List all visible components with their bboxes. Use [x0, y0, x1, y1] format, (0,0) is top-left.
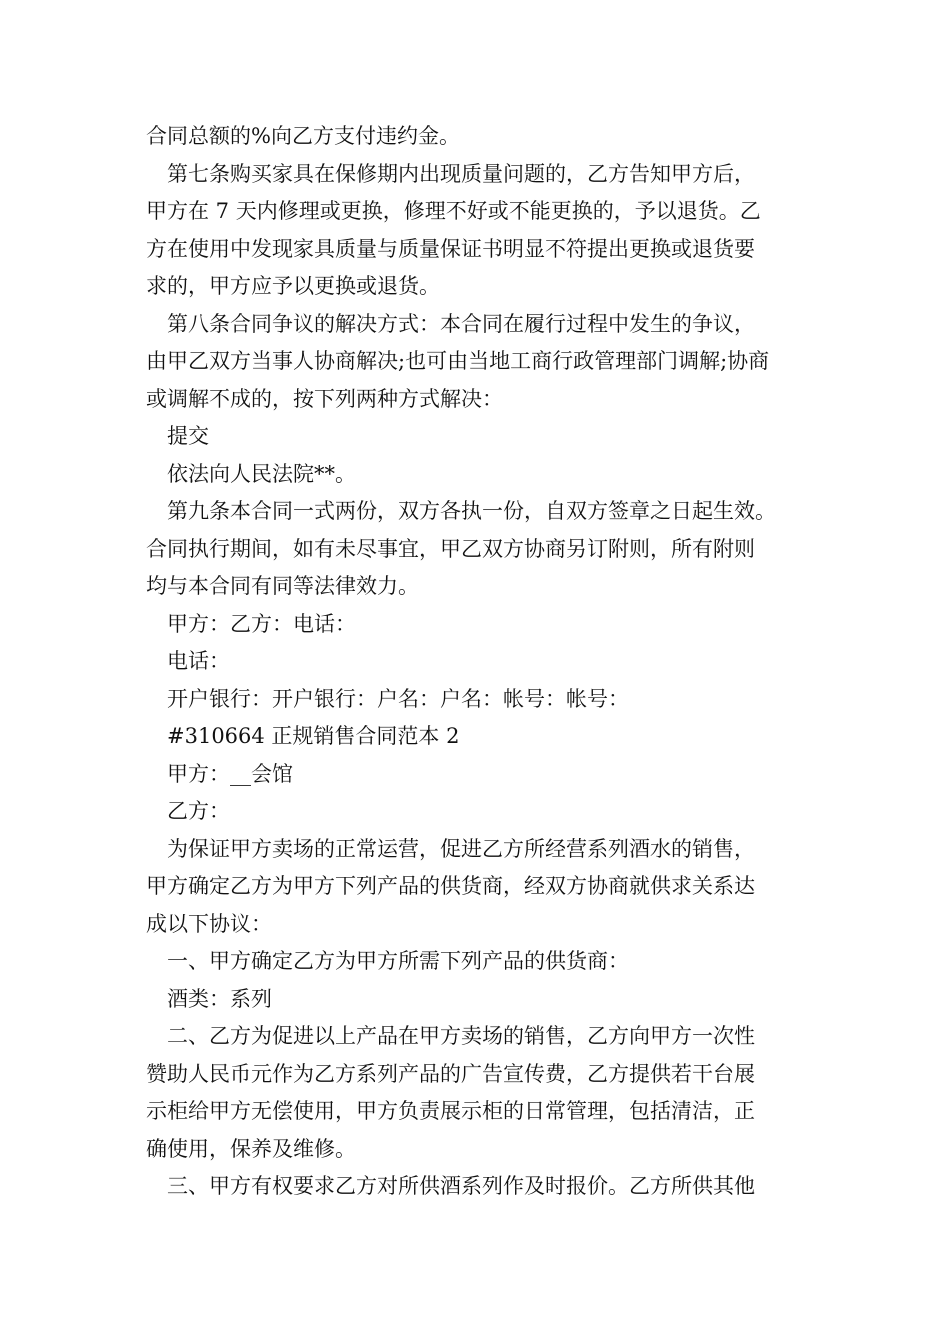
text-line: 甲方：乙方：电话： [167, 611, 356, 636]
text-line: 第九条本合同一式两份，双方各执一份，自双方签章之日起生效。 [167, 499, 776, 523]
document-body [146, 118, 818, 1206]
text-line: 合同执行期间，如有未尽事宜，甲乙双方协商另订附则，所有附则 [146, 536, 755, 561]
text-line: 赞助人民币元作为乙方系列产品的广告宣传费，乙方提供若干台展 [146, 1061, 755, 1086]
text-line: 甲方确定乙方为甲方下列产品的供货商，经双方协商就供求关系达 [146, 874, 755, 898]
text-line: 示柜给甲方无偿使用，甲方负责展示柜的日常管理，包括清洁，正 [146, 1099, 755, 1123]
text-line: 甲方：__会馆 [167, 761, 293, 786]
text-line: 乙方： [167, 799, 230, 823]
text-line: 方在使用中发现家具质量与质量保证书明显不符提出更换或退货要 [146, 236, 755, 261]
text-line: 第七条购买家具在保修期内出现质量问题的，乙方告知甲方后， [167, 161, 755, 186]
text-line: #310664 正规销售合同范本 2 [167, 724, 460, 748]
text-line: 提交 [167, 424, 209, 448]
text-line: 一、甲方确定乙方为甲方所需下列产品的供货商： [167, 949, 629, 973]
text-line: 电话： [167, 649, 230, 673]
text-line: 确使用，保养及维修。 [146, 1136, 356, 1161]
text-line: 由甲乙双方当事人协商解决;也可由当地工商行政管理部门调解;协商 [146, 349, 770, 373]
text-line: 成以下协议： [146, 911, 272, 936]
text-line: 均与本合同有同等法律效力。 [146, 574, 419, 598]
text-line: 二、乙方为促进以上产品在甲方卖场的销售，乙方向甲方一次性 [167, 1024, 755, 1048]
text-line: 开户银行：开户银行：户名：户名：帐号：帐号： [167, 686, 629, 711]
text-line: 三、甲方有权要求乙方对所供酒系列作及时报价。乙方所供其他 [167, 1174, 755, 1198]
text-line: 甲方在 7 天内修理或更换，修理不好或不能更换的，予以退货。乙 [146, 199, 761, 223]
text-line: 依法向人民法院**。 [167, 461, 356, 486]
text-line: 第八条合同争议的解决方式：本合同在履行过程中发生的争议， [167, 311, 755, 336]
text-line: 合同总额的%向乙方支付违约金。 [146, 124, 460, 148]
text-line: 求的，甲方应予以更换或退货。 [146, 274, 440, 298]
text-line: 或调解不成的，按下列两种方式解决： [146, 386, 503, 411]
text-line: 酒类：系列 [167, 986, 272, 1011]
text-line: 为保证甲方卖场的正常运营，促进乙方所经营系列酒水的销售， [167, 836, 755, 861]
